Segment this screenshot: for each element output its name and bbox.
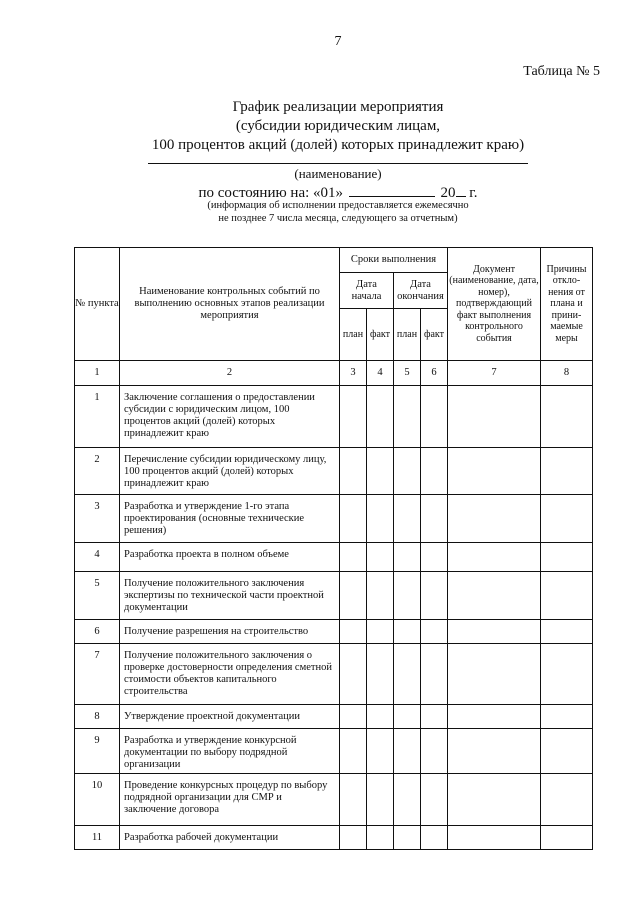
- header-reasons: Причины откло-нения от плана и прини-маемые меры: [541, 248, 593, 361]
- row-number: 8: [75, 705, 120, 729]
- event-description: Получение положительного заключения экспертизы по технической части проектной документации: [120, 572, 340, 620]
- document-cell[interactable]: [448, 729, 541, 774]
- col-number: 8: [541, 361, 593, 386]
- plan-end-cell[interactable]: [394, 543, 421, 572]
- plan-end-cell[interactable]: [394, 705, 421, 729]
- reasons-cell[interactable]: [541, 386, 593, 448]
- page-number: 7: [334, 34, 342, 49]
- row-number: 1: [75, 386, 120, 448]
- table-row: [75, 620, 593, 644]
- reasons-cell[interactable]: [541, 705, 593, 729]
- fact-start-cell[interactable]: [367, 729, 394, 774]
- plan-end-cell[interactable]: [394, 644, 421, 705]
- document-cell[interactable]: [448, 495, 541, 543]
- info-line-2: не позднее 7 числа месяца, следующего за отчетным): [218, 213, 458, 224]
- plan-start-cell[interactable]: [340, 644, 367, 705]
- col-number: 1: [75, 361, 120, 386]
- fact-end-cell[interactable]: [421, 572, 448, 620]
- reasons-cell[interactable]: [541, 774, 593, 826]
- col-number: 5: [394, 361, 421, 386]
- event-description: Утверждение проектной документации: [120, 705, 340, 729]
- header-deadlines: Сроки выполнения: [340, 248, 448, 273]
- plan-start-cell[interactable]: [340, 543, 367, 572]
- event-description: Перечисление субсидии юридическому лицу, 100 процентов акций (долей) которых принадлежит краю: [120, 448, 340, 495]
- fact-end-cell[interactable]: [421, 448, 448, 495]
- event-description: Разработка и утверждение 1-го этапа проектирования (основные технические решения): [120, 495, 340, 543]
- fact-start-cell[interactable]: [367, 620, 394, 644]
- reasons-cell[interactable]: [541, 826, 593, 850]
- row-number: 7: [75, 644, 120, 705]
- col-number: 4: [367, 361, 394, 386]
- document-cell[interactable]: [448, 826, 541, 850]
- year-blank: [456, 182, 466, 197]
- plan-start-cell[interactable]: [340, 448, 367, 495]
- document-cell[interactable]: [448, 543, 541, 572]
- plan-start-cell[interactable]: [340, 572, 367, 620]
- document-cell[interactable]: [448, 705, 541, 729]
- row-number: 6: [75, 620, 120, 644]
- reasons-cell[interactable]: [541, 448, 593, 495]
- fact-end-cell[interactable]: [421, 826, 448, 850]
- reasons-cell[interactable]: [541, 644, 593, 705]
- row-number: 9: [75, 729, 120, 774]
- header-start-date: Дата начала: [340, 273, 394, 309]
- fact-start-cell[interactable]: [367, 644, 394, 705]
- row-number: 2: [75, 448, 120, 495]
- fact-end-cell[interactable]: [421, 729, 448, 774]
- header-end-date: Дата окончания: [394, 273, 448, 309]
- event-description: Проведение конкурсных процедур по выбору подрядной организации для СМР и заключение договора: [120, 774, 340, 826]
- plan-end-cell[interactable]: [394, 774, 421, 826]
- plan-end-cell[interactable]: [394, 620, 421, 644]
- name-label: (наименование): [294, 166, 382, 181]
- plan-start-cell[interactable]: [340, 729, 367, 774]
- fact-start-cell[interactable]: [367, 543, 394, 572]
- row-number: 10: [75, 774, 120, 826]
- col-number: 2: [120, 361, 340, 386]
- document-title: [0, 98, 640, 155]
- table-row: [75, 774, 593, 826]
- fact-start-cell[interactable]: [367, 826, 394, 850]
- title-line-3: 100 процентов акций (долей) которых принадлежит краю): [151, 137, 525, 153]
- document-cell[interactable]: [448, 386, 541, 448]
- table-row: [75, 448, 593, 495]
- reasons-cell[interactable]: [541, 495, 593, 543]
- fact-end-cell[interactable]: [421, 705, 448, 729]
- event-description: Получение положительного заключения о проверке достоверности определения сметной стоимости объектов капитального строительства: [120, 644, 340, 705]
- schedule-table: [74, 247, 593, 850]
- document-cell[interactable]: [448, 644, 541, 705]
- document-cell[interactable]: [448, 774, 541, 826]
- table-row: [75, 826, 593, 850]
- row-number: 11: [75, 826, 120, 850]
- plan-end-cell[interactable]: [394, 826, 421, 850]
- table-row: [75, 729, 593, 774]
- fact-end-cell[interactable]: [421, 386, 448, 448]
- header-plan-end: план: [394, 309, 421, 361]
- table-row: [75, 705, 593, 729]
- fact-start-cell[interactable]: [367, 386, 394, 448]
- title-line-2: (субсидии юридическим лицам,: [235, 118, 441, 134]
- fact-end-cell[interactable]: [421, 774, 448, 826]
- table-row: [75, 495, 593, 543]
- reasons-cell[interactable]: [541, 543, 593, 572]
- header-fact-end: факт: [421, 309, 448, 361]
- fact-start-cell[interactable]: [367, 495, 394, 543]
- document-cell[interactable]: [448, 448, 541, 495]
- column-numbers-row: [75, 361, 593, 386]
- fact-end-cell[interactable]: [421, 495, 448, 543]
- fact-start-cell[interactable]: [367, 774, 394, 826]
- title-line-1: График реализации мероприятия: [232, 99, 444, 115]
- col-number: 6: [421, 361, 448, 386]
- plan-start-cell[interactable]: [340, 495, 367, 543]
- col-number: 7: [448, 361, 541, 386]
- reasons-cell[interactable]: [541, 729, 593, 774]
- event-description: Разработка проекта в полном объеме: [120, 543, 340, 572]
- reasons-cell[interactable]: [541, 620, 593, 644]
- fact-end-cell[interactable]: [421, 543, 448, 572]
- row-number: 4: [75, 543, 120, 572]
- table-row: [75, 386, 593, 448]
- header-plan-start: план: [340, 309, 367, 361]
- plan-end-cell[interactable]: [394, 386, 421, 448]
- table-row: [75, 644, 593, 705]
- event-description: Разработка и утверждение конкурсной документации по выбору подрядной организации: [120, 729, 340, 774]
- info-note: [0, 199, 640, 225]
- col-number: 3: [340, 361, 367, 386]
- row-number: 5: [75, 572, 120, 620]
- plan-start-cell[interactable]: [340, 774, 367, 826]
- fact-end-cell[interactable]: [421, 620, 448, 644]
- plan-start-cell[interactable]: [340, 386, 367, 448]
- plan-start-cell[interactable]: [340, 826, 367, 850]
- fact-start-cell[interactable]: [367, 572, 394, 620]
- reasons-cell[interactable]: [541, 572, 593, 620]
- plan-end-cell[interactable]: [394, 572, 421, 620]
- name-underline: [148, 163, 528, 164]
- document-cell[interactable]: [448, 572, 541, 620]
- header-events: Наименование контрольных событий по выполнению основных этапов реализации мероприятия: [120, 248, 340, 361]
- table-row: [75, 543, 593, 572]
- table-number: Таблица № 5: [523, 64, 600, 79]
- info-line-1: (информация об исполнении предоставляется ежемесячно: [207, 200, 469, 211]
- plan-end-cell[interactable]: [394, 729, 421, 774]
- document-cell[interactable]: [448, 620, 541, 644]
- event-description: Разработка рабочей документации: [120, 826, 340, 850]
- fact-end-cell[interactable]: [421, 644, 448, 705]
- event-description: Получение разрешения на строительство: [120, 620, 340, 644]
- date-blank: [349, 182, 435, 197]
- row-number: 3: [75, 495, 120, 543]
- fact-start-cell[interactable]: [367, 448, 394, 495]
- plan-end-cell[interactable]: [394, 448, 421, 495]
- table-row: [75, 572, 593, 620]
- fact-start-cell[interactable]: [367, 705, 394, 729]
- header-document: Документ (наименование, дата, номер), подтверждающий факт выполнения контрольного события: [448, 248, 541, 361]
- plan-start-cell[interactable]: [340, 620, 367, 644]
- status-prefix: по состоянию на: «01»: [198, 185, 344, 201]
- plan-end-cell[interactable]: [394, 495, 421, 543]
- header-fact-start: факт: [367, 309, 394, 361]
- plan-start-cell[interactable]: [340, 705, 367, 729]
- event-description: Заключение соглашения о предоставлении субсидии с юридическим лицом, 100 процентов акций (долей) которых принадлежит краю: [120, 386, 340, 448]
- header-num: № пункта: [75, 248, 120, 361]
- year-prefix: 20: [440, 185, 456, 201]
- status-suffix: г.: [469, 185, 478, 201]
